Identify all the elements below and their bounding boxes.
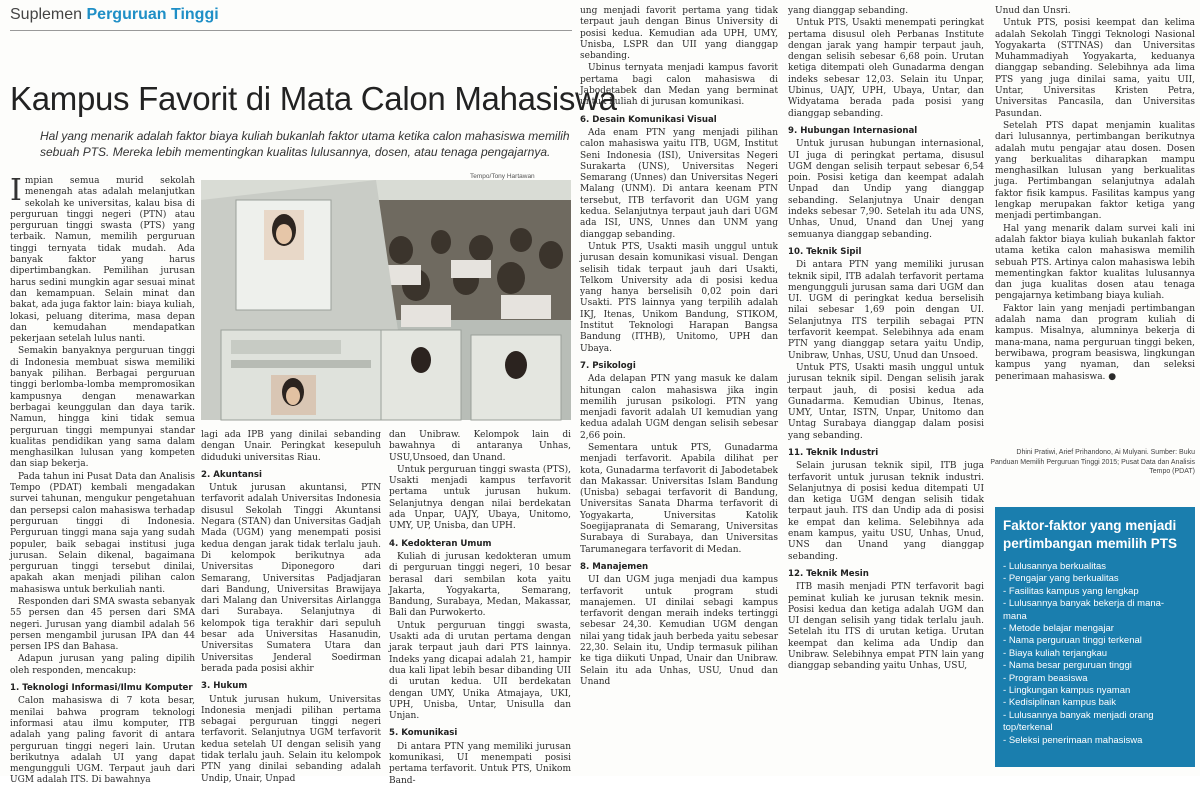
lead-paragraph: Hal yang menarik adalah faktor biaya kuliah bukanlah faktor utama ketika calon mahasiswa memilih sebuah PTS. Mereka lebih mementingkan kualitas lulusannya, dosen, atau tenaga pengajarnya. bbox=[40, 129, 570, 159]
factor-item: - Program beasiswa bbox=[1003, 673, 1187, 685]
photo-illustration bbox=[201, 180, 571, 420]
factor-item: - Metode belajar mengajar bbox=[1003, 623, 1187, 635]
body-paragraph: ung menjadi favorit pertama yang tidak terpaut jauh dengan Binus University di posisi kedua. Kemudian ada UPH, UMY, Unisba, LSPR dan UII yang dianggap sebanding. bbox=[580, 6, 778, 62]
body-paragraph: Untuk jurusan akuntansi, PTN terfavorit adalah Universitas Indonesia disusul Sekolah Tinggi Akuntansi Negara (STAN) dan Universitas Gadjah Mada (UGM) yang menempati posisi kedua dengan jarak tidak terlalu jauh. Di kelompok berikutnya ada Universitas Diponegoro dari Semarang, Universitas Padjadjaran dari Bandung, Universitas Brawijaya dari Malang dan Universitas Airlangga dari Surabaya. Selanjutnya di kelompok tiga terakhir dari sepuluh besar ada Universitas Hasanudin, Universitas Sumatera Utara dan Universitas Jenderal Soedirman berada pada posisi akhir bbox=[201, 483, 381, 674]
body-paragraph: Untuk jurusan hubungan internasional, UI juga di peringkat pertama, disusul UGM dengan selisih terpaut sebesar 6,54 poin. Posisi ketiga dan keempat adalah Unpad dan Undip yang dianggap sebanding. Selanjutnya Unair dengan indeks sebesar 7,90. Setelah itu ada UNS, Unhas, Unud, Unand dan Unej yang semuanya dianggap sebanding. bbox=[788, 139, 984, 240]
subheading: 9. Hubungan Internasional bbox=[788, 125, 918, 136]
body-paragraph: Adapun jurusan yang paling dipilih oleh responden, mencakup: bbox=[10, 654, 195, 676]
headline: Kampus Favorit di Mata Calon Mahasiswa bbox=[10, 80, 617, 117]
supplement-label: Suplemen bbox=[10, 6, 83, 23]
header-rule bbox=[10, 30, 572, 31]
factor-box-title: Faktor-faktor yang menjadi pertimbangan memilih PTS bbox=[1003, 518, 1178, 551]
body-paragraph: UI dan UGM juga menjadi dua kampus terfavorit untuk program studi manajemen. UI dinilai sebagi kampus terfavorit dengan meraih indeks tertinggi sebesar 24,30. Kemudian UGM dengan nilai yang tidak jauh berbeda yaitu sebesar 22,30. Selain itu, Undip termasuk pilihan ke tiga diikuti Unpad, Unair dan Unibraw. Selain itu ada Unhas, USU, Unud dan Unand bbox=[580, 575, 778, 687]
body-paragraph: Impian semua murid sekolah menengah atas adalah melanjutkan sekolah ke universitas, kalau bisa di perguruan tinggi negeri (PTN) atau perguruan tinggi swasta (PTS) yang terbaik. Namun, memilih perguruan tinggi ternyata tidak mudah. Ada banyak faktor yang harus dipertimbangkan. Pemilihan jurusan harus sedini mungkin agar sesuai minat dan kemampuan. Selain minat dan bakat, ada juga faktor lain: biaya kuliah, lokasi, peluang diterima, masa depan dan kemudahan mendapatkan pekerjaan setelah lulus nanti. bbox=[10, 173, 195, 345]
factor-box bbox=[995, 507, 1195, 767]
body-paragraph: Pada tahun ini Pusat Data dan Analisis Tempo (PDAT) kembali mengadakan survei tahunan, mengukur pengetahuan dan persepsi calon mahasiswa terhadap perguruan tinggi di Indonesia. Perguruan tinggi mana saja yang sudah populer, baik sebagai institusi juga jurusan. Selain dikenal, bagaimana perguruan tinggi tersebut dinilai, apakah akan menjadi pilihan calon mahasiswa untuk berkuliah nanti. bbox=[10, 471, 195, 595]
subheading: 4. Kedokteran Umum bbox=[389, 538, 492, 549]
body-paragraph: Untuk perguruan tinggi swasta (PTS), Usakti menjadi kampus terfavorit pertama untuk jurusan hukum. Selanjutnya dengan nilai berdekatan ada Unpar, UAJY, Ubaya, Unitomo, UMY, UP, Unisba, dan UPH. bbox=[389, 464, 571, 532]
section-label: Perguruan Tinggi bbox=[86, 6, 219, 23]
subheading: 5. Komunikasi bbox=[389, 728, 458, 739]
body-paragraph: Calon mahasiswa di 7 kota besar, menilai bahwa program teknologi informasi atau ilmu komputer, ITB adalah yang paling favorit di antara perguruan tinggi negeri lain. Urutan berikutnya adalah UI yang dapat mengungguli UGM. Terpaut jauh dari UGM adalah ITS. Di bawahnya bbox=[10, 696, 195, 786]
factor-item: - Kedisiplinan kampus baik bbox=[1003, 697, 1187, 709]
factor-item: - Lulusannya berkualitas bbox=[1003, 561, 1187, 573]
factor-item: - Biaya kuliah terjangkau bbox=[1003, 648, 1187, 660]
subheading: 6. Desain Komunikasi Visual bbox=[580, 114, 717, 125]
body-paragraph: Faktor lain yang menjadi pertimbangan adalah nama dan program kuliah di kampus. Misalnya, alumninya bekerja di mana-mana, nama perguruan tinggi beken, berwibawa, program beasiswa, lingkungan kampus yang nyaman, dan seleksi penerimaan mahasiswa. ● bbox=[995, 303, 1195, 382]
factor-item: - Lulusannya banyak menjadi orang top/terkenal bbox=[1003, 710, 1187, 735]
body-paragraph: Semakin banyaknya perguruan tinggi di Indonesia membuat siswa memiliki banyak pilihan. Berbagai perguruan tinggi berlomba-lomba mempromosikan kampusnya dengan menawarkan berbagai keunggulan dan daya tarik. Namun, hingga kini tidak semua perguruan tinggi mempunyai standar kualitas pendidikan yang sama dalam menghasilkan lulusan yang kompeten dan siap bekerja. bbox=[10, 346, 195, 470]
body-paragraph: Ada delapan PTN yang masuk ke dalam hitungan calon mahasiswa jika ingin memilih jurusan psikologi. PTN yang menjadi favorit adalah UI kemudian yang kedua adalah UGM dengan selisih sebesar 2,66 poin. bbox=[580, 374, 778, 441]
subheading: 3. Hukum bbox=[201, 681, 248, 692]
body-paragraph: lagi ada IPB yang dinilai sebanding dengan Unair. Peringkat kesepuluh diduduki universitas Riau. bbox=[201, 430, 381, 463]
subheading: 10. Teknik Sipil bbox=[788, 246, 862, 257]
body-paragraph: Untuk PTS, posisi keempat dan kelima adalah Sekolah Tinggi Teknologi Nasional Yogyakarta (STTNAS) dan Universitas Muhammadiyah Yogyakarta, keduanya dianggap sebanding. Selebihnya ada lima PTS yang juga dinilai sama, yaitu UII, Untar, Universitas Kristen Petra, Universitas Pancasila, dan Universitas Pasundan. bbox=[995, 18, 1195, 119]
article-column-3 bbox=[389, 430, 571, 786]
body-paragraph: Di antara PTN yang memiliki jurusan komunikasi, UI menempati posisi pertama terfavorit. Untuk PTS, Unikom Band- bbox=[389, 741, 571, 786]
article-column-6 bbox=[995, 6, 1195, 444]
drop-cap: I bbox=[10, 173, 22, 208]
body-paragraph: Untuk PTS, Usakti masih unggul untuk jurusan desain komunikasi visual. Dengan selisih tidak terpaut jauh dari Usakti, Telkom University ada di posisi kedua yang hanya berselisih 0,02 poin dari Usakti. PTS lainnya yang terpilih adalah IKJ, Itenas, Unikom Bandung, STIKOM, Institut Teknologi Harapan Bangsa Bandung (ITHB), Unitomo, UPH dan Ubaya. bbox=[580, 241, 778, 354]
factor-item: - Pengajar yang berkualitas bbox=[1003, 573, 1187, 585]
author-sources: Dhini Pratiwi, Arief Prihandono, Ai Mulyani. Sumber: Buku Panduan Memilih Perguruan Tinggi 2015; Pusat Data dan Analisis Tempo (PDAT) bbox=[990, 449, 1195, 475]
body-paragraph: Untuk PTS, Usakti masih unggul untuk jurusan teknik sipil. Dengan selisih jarak terpaut jauh, di posisi kedua ada Gunadarma. Kemudian Ubinus, Itenas, UMY, Untar, ISTN, Unpar, Unitomo dan Untag Surabaya dianggap dalam posisi yang sebanding. bbox=[788, 362, 984, 441]
subheading: 7. Psikologi bbox=[580, 360, 636, 371]
factor-item: - Seleksi penerimaan mahasiswa bbox=[1003, 735, 1187, 747]
body-paragraph: Selain jurusan teknik sipil, ITB juga terfavorit untuk jurusan teknik industri. Selanjutnya di posisi kedua ditempati UI dan ketiga UGM dengan selisih tidak terpaut jauh. ITS dan Undip ada di posisi ke empat dan kelima. Selebihnya ada enam kampus, yaitu USU, Unhas, Unud, UNS dan Unand yang dianggap sebanding. bbox=[788, 461, 984, 562]
body-paragraph: ITB masih menjadi PTN terfavorit bagi peminat kuliah ke jurusan teknik mesin. Posisi kedua dan ketiga adalah UGM dan UI dengan selisih yang tidak terlalu jauh. Setelah itu ITS di urutan ketiga. Urutan keempat dan kelima ada Undip dan Unibraw. Selebihnya empat PTN lain yang dianggap sebanding yaitu Unhas, USU, bbox=[788, 582, 984, 672]
body-paragraph: Kuliah di jurusan kedokteran umum di perguruan tinggi negeri, 10 besar berasal dari sembilan kota yaitu Jakarta, Yogyakarta, Semarang, Bandung, Surabaya, Medan, Makassar, Bali dan Purwokerto. bbox=[389, 551, 571, 619]
article-column-1 bbox=[10, 173, 195, 786]
article-column-4 bbox=[580, 6, 778, 774]
body-paragraph: Untuk perguruan tinggi swasta, Usakti ada di urutan pertama dengan jarak terpaut jauh dari PTS lainnya. Indeks yang dicapai adalah 21, hampir dua kali lipat lebih besar dibanding UII di urutan kedua. UII berdekatan dengan UMY, Unika Atmajaya, UKI, UPH, Unisba, Untar, Unisulla dan Unjan. bbox=[389, 620, 571, 722]
subheading: 12. Teknik Mesin bbox=[788, 568, 869, 579]
subheading: 2. Akuntansi bbox=[201, 469, 262, 480]
factor-item: - Nama perguruan tinggi terkenal bbox=[1003, 635, 1187, 647]
subheading: 1. Teknologi Informasi/Ilmu Komputer bbox=[10, 683, 193, 694]
body-paragraph: Hal yang menarik dalam survei kali ini adalah faktor biaya kuliah bukanlah faktor utama ketika calon mahasiswa memilih sebuah PTS. Artinya calon mahasiswa lebih mementingkan faktor kualitas lulusannya dan juga kualitas dosen atau tenaga pengajarnya ketimbang biaya kuliah. bbox=[995, 223, 1195, 302]
factor-item: - Fasilitas kampus yang lengkap bbox=[1003, 586, 1187, 598]
body-paragraph: dan Unibraw. Kelompok lain di bawahnya di antaranya Unhas, USU,Unsoed, dan Unand. bbox=[389, 430, 571, 463]
body-paragraph: Sementara untuk PTS, Gunadarma menjadi terfavorit. Apabila dilihat per kota, Gunadarma terfavorit di Jabodetabek dan Makassar. Universitas Islam Bandung (Unisba) sebagai terfavorit di Bandung, Universitas Sanata Dharma terfavorit di Yogyakarta, Universitas Katolik Soegijapranata di Semarang, Universitas Surabaya di Surabaya, dan Universitas Tarumanegara terfavorit di Medan. bbox=[580, 442, 778, 555]
subheading: 11. Teknik Industri bbox=[788, 447, 879, 458]
body-paragraph: yang dianggap sebanding. bbox=[788, 6, 909, 16]
supplement-header bbox=[10, 6, 219, 24]
factor-item: - Lulusannya banyak bekerja di mana-mana bbox=[1003, 598, 1187, 623]
body-paragraph: Responden dari SMA swasta sebanyak 55 persen dan 45 persen dari SMA negeri. Jurusan yang diambil adalah 56 persen mengambil jurusan IPA dan 44 persen IPS dan Bahasa. bbox=[10, 596, 195, 653]
factor-item: - Nama besar perguruan tinggi bbox=[1003, 660, 1187, 672]
body-paragraph: Untuk PTS, Usakti menempati peringkat pertama disusul oleh Perbanas Institute dengan jarak yang hampir terpaut jauh, dengan selisih sebesar 6,68 poin. Urutan ketiga ditempati oleh Gunadarma dengan indeks sebesar 12,03. Selain itu Unpar, Ubinus, UAJY, UPH, Ubaya, Untar, dan Widyatama berada pada posisi yang dianggap sebanding. bbox=[788, 18, 984, 119]
article-column-2 bbox=[201, 430, 381, 784]
body-paragraph: Unud dan Unsri. bbox=[995, 6, 1071, 16]
body-paragraph: Di antara PTN yang memiliki jurusan teknik sipil, ITB adalah terfavorit pertama mengungguli jurusan sama dari UGM dan UI. UGM di peringkat kedua berselisih nilai sebesar 1,69 poin dengan UI. Selanjutnya ITS terpilih sebagai PTN terfavorit keempat. Selebihnya ada enam PTN yang dianggap setara yaitu Undip, Unibraw, Unhas, USU, Unud dan Unsoed. bbox=[788, 260, 984, 361]
factor-item: - Lingkungan kampus nyaman bbox=[1003, 685, 1187, 697]
body-paragraph: Setelah PTS dapat menjamin kualitas dari lulusannya, pertimbangan berikutnya adalah mutu pengajar atau dosen. Dosen yang berkualitas diharapkan mampu menghasilkan lulusan yang berkualitas juga. Pertimbangan selanjutnya adalah faktor fisik kampus. Fasilitas kampus yang lengkap merupakan faktor ketiga yang menjadi pertimbangan. bbox=[995, 120, 1195, 222]
factor-list bbox=[1003, 561, 1187, 747]
photo-credit: Tempo/Tony Hartawan bbox=[470, 173, 535, 180]
exam-photo bbox=[201, 180, 571, 420]
subheading: 8. Manajemen bbox=[580, 561, 649, 572]
body-paragraph: Ubinus ternyata menjadi kampus favorit pertama bagi calon mahasiswa di Jabodetabek dan Medan yang berminat untuk kuliah di jurusan komunikasi. bbox=[580, 63, 778, 108]
article-column-5 bbox=[788, 6, 984, 774]
body-paragraph: Ada enam PTN yang menjadi pilihan calon mahasiswa yaitu ITB, UGM, Institut Seni Indonesia (ISI), Universitas Negeri Surakarta (UNS), Universitas Negeri Semarang (Unnes) dan Universitas Negeri Malang (UNM). Di antara keenam PTN tersebut, ITB terfavorit dan UGM yang kedua. Selanjutnya terpaut jauh dari UGM ada ISI, UNS, Unnes dan UNM yang dianggap sebanding. bbox=[580, 127, 778, 240]
body-paragraph: Untuk jurusan hukum, Universitas Indonesia menjadi pilihan pertama sebagai perguruan tinggi negeri terfavorit. Selanjutnya UGM terfavorit kedua setelah UI dengan selisih yang tidak terlalu jauh. Selain itu kelompok PTN yang dinilai sebanding adalah Undip, Unair, Unpad bbox=[201, 694, 381, 784]
